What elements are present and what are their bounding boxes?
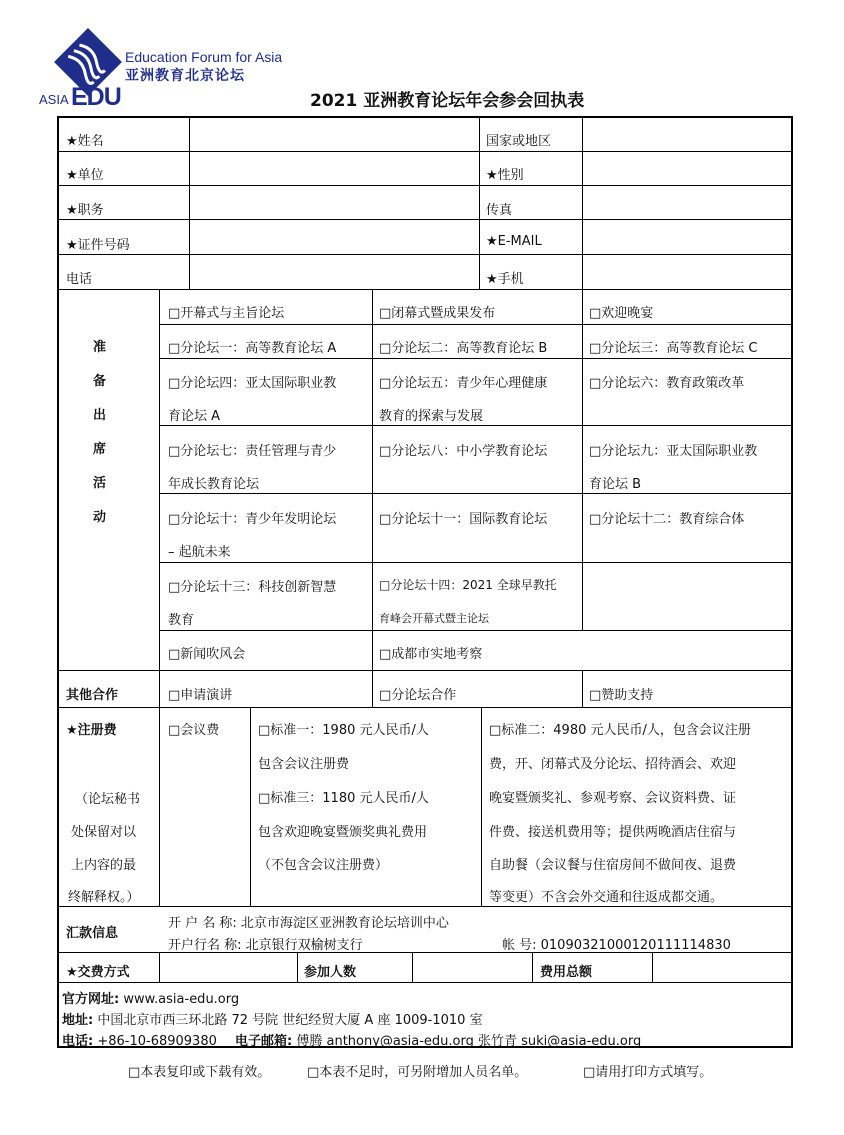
bank-name: 开户行名 称: 北京银行双榆树支行 <box>168 938 363 953</box>
fee-label: ★注册费 <box>66 723 117 738</box>
subforum-4-cont: 育论坛 A <box>168 409 221 424</box>
logo-asia-text: ASIA <box>39 92 69 107</box>
fax-label: 传真 <box>486 203 513 218</box>
email-contact-label: 电子邮箱: <box>235 1034 293 1049</box>
page-title: 2021 亚洲教育论坛年会参会回执表 <box>310 91 585 111</box>
checkbox-sponsorship[interactable]: □赞助支持 <box>589 688 654 703</box>
checkbox-subforum-cooperation[interactable]: □分论坛合作 <box>379 688 457 703</box>
checkbox-subforum-7[interactable]: □分论坛七：责任管理与青少 <box>168 444 337 459</box>
checkbox-subforum-5[interactable]: □分论坛五：青少年心理健康 <box>379 376 548 391</box>
footer-note-copy: □本表复印或下载有效。 <box>128 1065 271 1080</box>
checkbox-subforum-10[interactable]: □分论坛十：青少年发明论坛 <box>168 512 337 527</box>
checkbox-press-briefing[interactable]: □新闻吹风会 <box>168 647 246 662</box>
subforum-5-cont: 教育的探索与发展 <box>379 409 484 424</box>
subforum-9-cont: 育论坛 B <box>589 477 642 492</box>
email-field[interactable] <box>584 221 791 253</box>
attendee-count-label: 参加人数 <box>304 965 357 980</box>
checkbox-subforum-12[interactable]: □分论坛十二：教育综合体 <box>589 512 745 527</box>
website-label: 官方网址: <box>62 992 120 1007</box>
subforum-14-cont: 育峰会开幕式暨主论坛 <box>379 612 489 625</box>
checkbox-subforum-1[interactable]: □分论坛一：高等教育论坛 A <box>168 341 337 356</box>
country-field[interactable] <box>584 118 791 150</box>
checkbox-chengdu-visit[interactable]: □成都市实地考察 <box>379 647 483 662</box>
footer-note-extra: □本表不足时，可另附增加人员名单。 <box>307 1065 528 1080</box>
footer-note-print: □请用打印方式填写。 <box>583 1065 713 1080</box>
gender-field[interactable] <box>584 153 791 184</box>
position-field[interactable] <box>191 187 478 218</box>
phone-label: 电话 <box>66 272 93 287</box>
address-text: 中国北京市西三环北路 72 号院 世纪经贸大厦 A 座 1009-1010 室 <box>97 1013 483 1028</box>
mobile-field[interactable] <box>584 256 791 288</box>
checkbox-welcome-dinner[interactable]: □欢迎晚宴 <box>589 306 654 321</box>
logo-edu-text: EDU <box>71 83 121 111</box>
unit-label: ★单位 <box>66 168 104 183</box>
standard-3-note: （不包含会议注册费） <box>258 858 389 873</box>
id-number-label: ★证件号码 <box>66 238 130 253</box>
attendee-count-field[interactable] <box>414 953 531 981</box>
checkbox-subforum-8[interactable]: □分论坛八：中小学教育论坛 <box>379 444 548 459</box>
name-label: ★姓名 <box>66 134 104 149</box>
account-name: 开 户 名 称: 北京市海淀区亚洲教育论坛培训中心 <box>168 916 449 931</box>
checkbox-closing-ceremony[interactable]: □闭幕式暨成果发布 <box>379 306 496 321</box>
unit-field[interactable] <box>191 153 478 184</box>
checkbox-meeting-fee[interactable]: □会议费 <box>168 723 220 738</box>
total-fee-field[interactable] <box>654 953 791 981</box>
checkbox-standard-1[interactable]: □标准一：1980 元人民币/人 <box>258 723 429 738</box>
id-number-field[interactable] <box>191 221 478 253</box>
subforum-7-cont: 年成长教育论坛 <box>168 477 260 492</box>
country-label: 国家或地区 <box>486 134 552 149</box>
payment-method-field[interactable] <box>161 953 296 981</box>
account-number: 帐 号: 01090321000120111114830 <box>502 938 731 953</box>
total-fee-label: 费用总额 <box>540 965 593 980</box>
checkbox-subforum-4[interactable]: □分论坛四：亚太国际职业教 <box>168 376 337 391</box>
checkbox-speech[interactable]: □申请演讲 <box>168 688 233 703</box>
checkbox-subforum-6[interactable]: □分论坛六：教育政策改革 <box>589 376 745 391</box>
subforum-13-cont: 教育 <box>168 613 195 628</box>
checkbox-subforum-14[interactable]: □分论坛十四：2021 全球早教托 <box>379 578 557 592</box>
website-link[interactable]: www.asia-edu.org <box>123 992 240 1007</box>
checkbox-standard-3[interactable]: □标准三：1180 元人民币/人 <box>258 791 429 806</box>
checkbox-subforum-11[interactable]: □分论坛十一：国际教育论坛 <box>379 512 548 527</box>
address-label: 地址: <box>62 1013 94 1028</box>
checkbox-subforum-13[interactable]: □分论坛十三：科技创新智慧 <box>168 580 337 595</box>
logo-chinese-text: 亚洲教育北京论坛 <box>125 68 245 84</box>
gender-label: ★性别 <box>486 168 524 183</box>
telephone-label: 电话: <box>62 1034 94 1049</box>
position-label: ★职务 <box>66 203 104 218</box>
logo-english-text: Education Forum for Asia <box>125 49 283 65</box>
cooperation-label: 其他合作 <box>66 688 119 703</box>
email-label: ★E-MAIL <box>486 234 542 249</box>
name-field[interactable] <box>191 118 478 150</box>
address-row <box>62 1009 483 1028</box>
contact-row <box>62 1030 641 1049</box>
website-row <box>62 988 239 1007</box>
checkbox-subforum-9[interactable]: □分论坛九：亚太国际职业教 <box>589 444 758 459</box>
phone-field[interactable] <box>191 256 478 288</box>
checkbox-subforum-2[interactable]: □分论坛二：高等教育论坛 B <box>379 341 548 356</box>
checkbox-subforum-3[interactable]: □分论坛三：高等教育论坛 C <box>589 341 758 356</box>
email-contacts[interactable]: 傅腾 anthony@asia-edu.org 张竹青 suki@asia-edu.org <box>296 1034 642 1049</box>
fax-field[interactable] <box>584 187 791 218</box>
subforum-10-cont: – 起航未来 <box>168 545 231 560</box>
standard-3-desc: 包含欢迎晚宴暨颁奖典礼费用 <box>258 825 428 840</box>
remittance-label: 汇款信息 <box>66 926 119 941</box>
checkbox-opening-ceremony[interactable]: □开幕式与主旨论坛 <box>168 306 285 321</box>
standard-1-desc: 包含会议注册费 <box>258 757 350 772</box>
payment-method-label: ★交费方式 <box>66 965 130 980</box>
telephone-number: +86-10-68909380 <box>97 1034 217 1049</box>
mobile-label: ★手机 <box>486 272 524 287</box>
